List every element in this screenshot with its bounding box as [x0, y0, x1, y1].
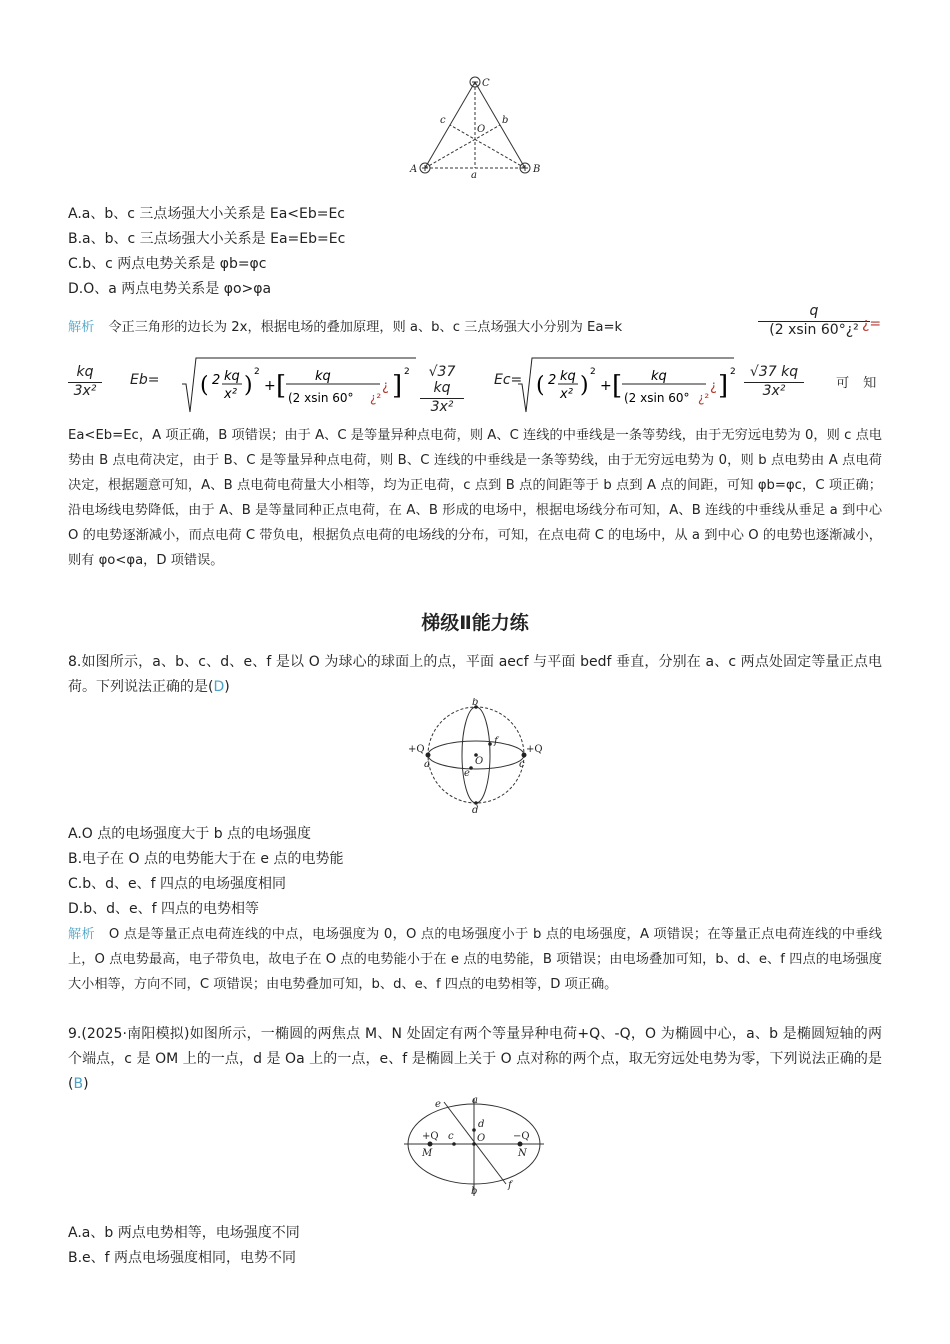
svg-text:(: (	[536, 373, 545, 398]
q7-eb-result-num: √37 kq	[428, 364, 456, 396]
fig3-label-c: c	[448, 1131, 454, 1142]
q7-formula-tail: ¿=	[862, 316, 882, 332]
svg-text:]: ]	[392, 371, 403, 401]
svg-text:+: +	[264, 378, 276, 394]
q9-option-b: B.e、f 两点电场强度相同，电势不同	[68, 1250, 297, 1266]
svg-text:2: 2	[548, 373, 557, 388]
svg-text:¿²: ¿²	[370, 391, 382, 405]
q8-jiexi-body: O 点是等量正点电荷连线的中点，电场强度为 0，O 点的电场强度小于 b 点的电场强度，A 项错误；在等量正点电荷连线的中垂线上，O 点电势最高，电子带负电，故电子在 O 点的电势能小于在 e 点的电势能，B 项错误；由电场叠加可知，b、d、e、f 四点的电场强度大小相等，方向不同，C 项错误；由电势叠加可知，b、d、e、f 四点的电势相等，D 项正确。	[68, 927, 882, 992]
q9-option-a: A.a、b 两点电势相等，电场强度不同	[68, 1225, 300, 1241]
sphere-figure	[408, 698, 548, 814]
triangle-figure	[400, 74, 550, 178]
q7-kq-den: 3x²	[68, 382, 102, 399]
svg-text:): )	[580, 373, 589, 398]
svg-text:2: 2	[254, 367, 260, 377]
fig2-label-e: e	[464, 768, 470, 779]
fig2-label-f: f	[494, 736, 498, 747]
svg-text:¿²: ¿²	[698, 391, 710, 405]
svg-text:): )	[244, 373, 253, 398]
q8-answer: D	[213, 679, 225, 695]
q7-eb-result	[420, 364, 464, 415]
q7-ec-radical	[516, 354, 738, 416]
svg-text:¿: ¿	[382, 379, 389, 394]
fig1-label-a: a	[471, 170, 477, 178]
fig2-label-plusQ-left: +Q	[408, 744, 425, 755]
fig2-label-a: a	[424, 759, 430, 770]
q8-stem: 8.如图所示，a、b、c、d、e、f 是以 O 为球心的球面上的点，平面 aecf 与平面 bedf 垂直，分别在 a、c 两点处固定等量正点电荷。下列说法正确的是(	[68, 654, 882, 695]
fig3-label-M: M	[422, 1148, 433, 1159]
fig1-label-A: A	[410, 164, 418, 175]
svg-text:+: +	[600, 378, 612, 394]
q7-frac-ea-den: (2 xsin 60°¿²	[758, 321, 870, 338]
q8-option-d: D.b、d、e、f 四点的电势相等	[68, 901, 259, 917]
q7-jiexi-intro: 令正三角形的边长为 2x，根据电场的叠加原理，则 a、b、c 三点场强大小分别为 Ea=k	[108, 320, 623, 335]
svg-text:[: [	[276, 371, 287, 401]
fig3-label-O: O	[477, 1133, 486, 1144]
q7-eb-result-den: 3x²	[420, 398, 464, 415]
q7-ec-result-den: 3x²	[744, 382, 804, 399]
q7-ec-label: Ec=	[494, 372, 523, 388]
svg-text:2: 2	[404, 367, 410, 377]
q7-jiexi-label: 解析	[68, 320, 95, 335]
q7-kezhi: 可知	[836, 376, 891, 391]
fig2-label-plusQ-right: +Q	[526, 744, 543, 755]
svg-text:kq: kq	[224, 369, 240, 384]
q7-eb-label: Eb=	[130, 372, 160, 388]
q8-option-c: C.b、d、e、f 四点的电场强度相同	[68, 876, 286, 892]
fig1-label-C: C	[482, 78, 490, 89]
fig3-label-N: N	[518, 1148, 527, 1159]
fig1-label-B: B	[533, 164, 541, 175]
q7-frac-ea	[758, 303, 870, 338]
fig3-label-plusQ: +Q	[422, 1131, 439, 1142]
svg-text:(2 xsin 60°: (2 xsin 60°	[288, 391, 354, 405]
fig3-label-e: e	[435, 1099, 441, 1110]
fig2-label-d: d	[472, 805, 479, 814]
q7-ec-result-num: √37 kq	[749, 364, 799, 380]
q7-option-d: D.O、a 两点电势关系是 φo>φa	[68, 281, 272, 297]
fig1-label-c: c	[440, 115, 446, 126]
q9-answer: B	[73, 1076, 84, 1092]
svg-text:kq: kq	[651, 369, 667, 384]
q8-close: )	[224, 679, 230, 695]
q7-eb-radical	[180, 354, 420, 416]
svg-text:kq: kq	[315, 369, 331, 384]
q8-option-b: B.电子在 O 点的电势能大于在 e 点的电势能	[68, 851, 344, 867]
q8-stem-block	[68, 650, 882, 700]
q7-ec-result	[744, 364, 804, 399]
fig3-label-f: f	[508, 1180, 512, 1191]
q8-jiexi-block	[68, 922, 882, 997]
q8-jiexi-label: 解析	[68, 927, 95, 942]
q9-stem: 9.(2025·南阳模拟)如图所示，一椭圆的两焦点 M、N 处固定有两个等量异种电荷+Q、-Q，O 为椭圆中心，a、b 是椭圆短轴的两个端点，c 是 OM 上的一点，d 是 Oa 上的一点，e、f 是椭圆上关于 O 点对称的两个点，取无穷远处电势为零，下列说法正确的是(	[68, 1026, 882, 1092]
svg-text:2: 2	[590, 367, 596, 377]
svg-text:(: (	[200, 373, 209, 398]
section-title: 梯级Ⅱ能力练	[421, 612, 529, 634]
ellipse-figure	[402, 1094, 548, 1200]
svg-text:kq: kq	[560, 369, 576, 384]
q7-jiexi-body: Ea<Eb=Ec，A 项正确，B 项错误；由于 A、C 是等量异种点电荷，则 A、C 连线的中垂线是一条等势线，由于无穷远电势为 0，则 c 点电势由 B 点电荷决定，由于 B、C 是等量异种点电荷，则 B、C 连线的中垂线是一条等势线，由于无穷远电势为 0，则 b 点电势由 A 点电荷决定，根据题意可知，A、B 点电荷电荷量大小相等，均为正电荷，c 点到 B 点的间距等于 b 点到 A 点的间距，可知 φb=φc，C 项正确；沿电场线电势降低，由于 A、B 是等量同种正点电荷，在 A、B 形成的电场中，根据电场线分布可知，A、B 连线的中垂线从垂足 a 到中心 O 的电势逐渐减小，而点电荷 C 带负电，根据负点电荷的电场线的分布，可知，在点电荷 C 的电场中，从 a 到中心 O 的电势也逐渐减小，则有 φo<φa，D 项错误。	[68, 428, 882, 568]
svg-text:2: 2	[730, 367, 736, 377]
svg-text:]: ]	[718, 371, 729, 401]
q7-option-b: B.a、b、c 三点场强大小关系是 Ea=Eb=Ec	[68, 231, 346, 247]
fig3-label-a: a	[472, 1095, 478, 1106]
svg-text:2: 2	[212, 373, 221, 388]
svg-text:x²: x²	[560, 387, 573, 402]
fig1-label-b: b	[502, 115, 509, 126]
fig1-label-O: O	[477, 124, 486, 135]
q7-option-c: C.b、c 两点电势关系是 φb=φc	[68, 256, 267, 272]
q7-frac-kq	[68, 364, 102, 399]
q9-stem-block	[68, 1022, 882, 1097]
q7-frac-ea-num: q	[809, 303, 819, 319]
svg-text:x²: x²	[224, 387, 237, 402]
svg-text:¿: ¿	[710, 379, 717, 394]
fig2-label-O: O	[475, 756, 484, 767]
q8-option-a: A.O 点的电场强度大于 b 点的电场强度	[68, 826, 312, 842]
q7-kq-num: kq	[76, 364, 94, 380]
fig3-label-minusQ: −Q	[513, 1131, 530, 1142]
q9-close: )	[83, 1076, 89, 1092]
fig2-label-b: b	[472, 698, 479, 708]
svg-text:(2 xsin 60°: (2 xsin 60°	[624, 391, 690, 405]
svg-text:[: [	[612, 371, 623, 401]
fig3-label-b: b	[471, 1186, 478, 1197]
fig2-label-c: c	[519, 759, 525, 770]
q7-option-a: A.a、b、c 三点场强大小关系是 Ea<Eb=Ec	[68, 206, 346, 222]
fig3-label-d: d	[478, 1119, 485, 1130]
